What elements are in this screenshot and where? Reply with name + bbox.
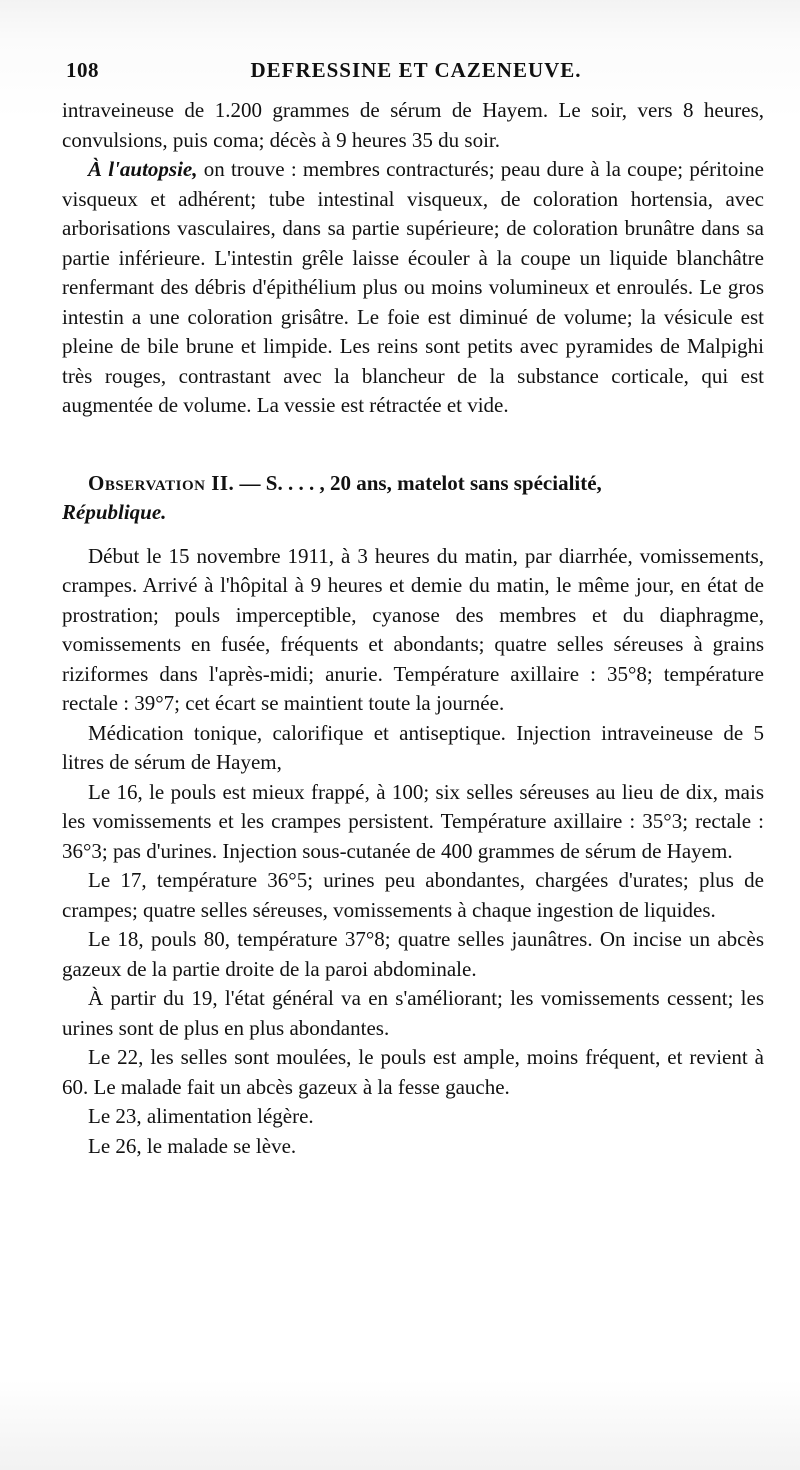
observation-label: Observation II. bbox=[88, 470, 235, 495]
observation-origin: République. bbox=[62, 500, 167, 524]
observation-heading bbox=[62, 469, 764, 528]
autopsy-heading: À l'autopsie, bbox=[88, 157, 198, 181]
page-header bbox=[66, 58, 766, 88]
paragraph-day-23: Le 23, alimentation légère. bbox=[88, 1104, 314, 1128]
body-text bbox=[62, 96, 764, 1161]
paragraph-autopsy bbox=[62, 155, 764, 421]
paragraph-treatment: Médication tonique, calorifique et antiseptique. Injection intraveineuse de 5 litres de sérum de Hayem, bbox=[62, 720, 764, 774]
observation-subject: — S. . . . , 20 ans, matelot sans spécialité, bbox=[234, 470, 602, 495]
paragraph-continuation: intraveineuse de 1.200 grammes de sérum de Hayem. Le soir, vers 8 heures, convulsions, puis coma; décès à 9 heures 35 du soir. bbox=[62, 98, 764, 152]
paragraph-day-18: Le 18, pouls 80, température 37°8; quatre selles jaunâtres. On incise un abcès gazeux de la partie droite de la paroi abdominale. bbox=[62, 927, 764, 981]
paragraph-day-19: À partir du 19, l'état général va en s'améliorant; les vomissements cessent; les urines sont de plus en plus abondantes. bbox=[62, 986, 764, 1040]
paragraph-day-22: Le 22, les selles sont moulées, le pouls est ample, moins fréquent, et revient à 60. Le malade fait un abcès gazeux à la fesse gauche. bbox=[62, 1045, 764, 1099]
running-head: DEFRESSINE ET CAZENEUVE. bbox=[250, 58, 582, 82]
paragraph-day-16: Le 16, le pouls est mieux frappé, à 100; six selles séreuses au lieu de dix, mais les vomissements et les crampes persistent. Température axillaire : 35°3; rectale : 36°3; pas d'urines. Injection sous-cutanée de 400 grammes de sérum de Hayem. bbox=[62, 779, 764, 863]
page-number: 108 bbox=[66, 58, 99, 82]
paragraph-onset: Début le 15 novembre 1911, à 3 heures du matin, par diarrhée, vomissements, crampes. Arrivé à l'hôpital à 9 heures et demie du matin, le même jour, en état de prostration; pouls imperceptible, cyanose des membres et du diaphragme, vomissements en fusée, fréquents et abondants; quatre selles séreuses à grains riziformes dans l'après-midi; anurie. Température axillaire : 35°8; température rectale : 39°7; cet écart se maintient toute la journée. bbox=[62, 543, 764, 715]
paragraph-day-17: Le 17, température 36°5; urines peu abondantes, chargées d'urates; plus de crampes; quatre selles séreuses, vomissements à chaque ingestion de liquides. bbox=[62, 868, 764, 922]
paragraph-day-26: Le 26, le malade se lève. bbox=[88, 1133, 297, 1158]
autopsy-text: on trouve : membres contracturés; peau dure à la coupe; péritoine visqueux et adhérent; tube intestinal visqueux, de coloration hortensia, avec arborisations vasculaires, dans sa partie supérieure; de coloration brunâtre dans sa partie inférieure. L'intestin grêle laisse écouler à la coupe un liquide blanchâtre renfermant des débris d'épithélium plus ou moins volumineux et enroulés. Le gros intestin a une coloration grisâtre. Le foie est diminué de volume; la vésicule est pleine de bile brune et limpide. Les reins sont petits avec pyramides de Malpighi très rouges, contrastant avec la blancheur de la substance corticale, qui est augmentée de volume. La vessie est rétractée et vide. bbox=[62, 157, 764, 417]
